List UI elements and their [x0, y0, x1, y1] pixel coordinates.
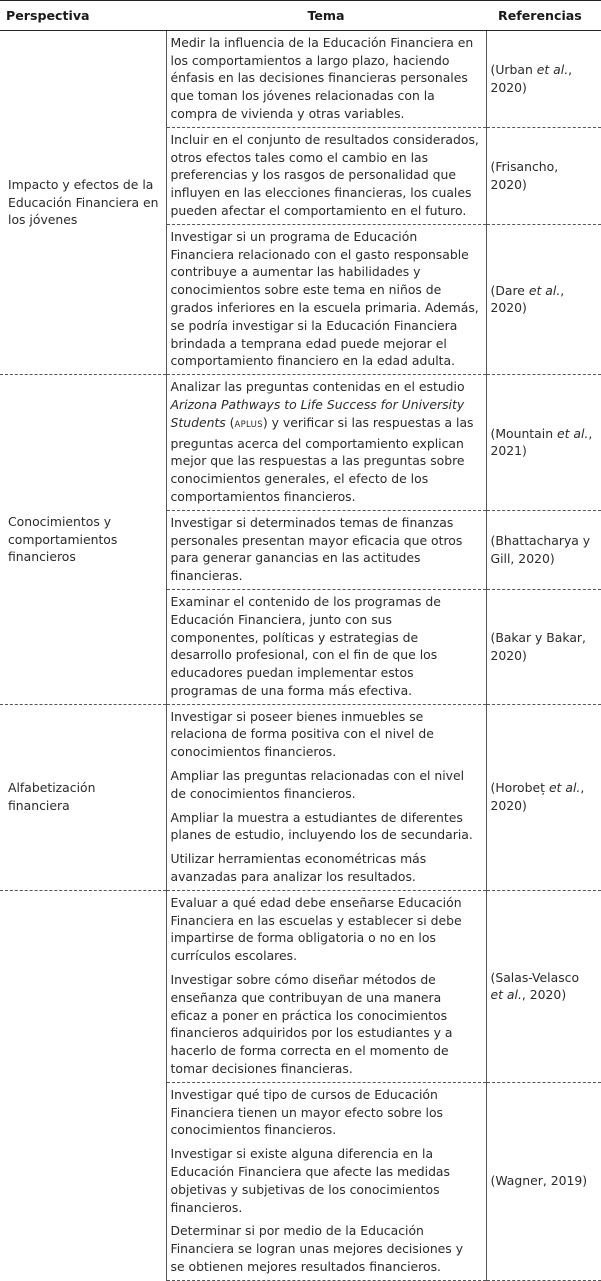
tema-text-mid: (	[225, 414, 235, 430]
referencia-cell	[486, 1082, 601, 1280]
referencia-cell	[486, 375, 601, 511]
tema-cell	[166, 589, 486, 704]
tema-paragraph: Investigar si determinados temas de finanzas personales presentan mayor eficacia que otros para generar ganancias en las actitudes financieras.	[170, 514, 463, 584]
tema-paragraph	[171, 378, 480, 506]
referencia-cell	[486, 704, 601, 890]
tema-paragraph: Medir la influencia de la Educación Financiera en los comportamientos a largo plazo, haciendo énfasis en las decisiones financieras personales que toman los jóvenes relacionadas con la compra de vivienda y otras variables.	[170, 34, 474, 121]
header-row	[0, 1, 601, 31]
tema-paragraph: Determinar si por medio de la Educación Financiera se logran unas mejores decisiones y se obtienen mejores resultados financieros.	[170, 1223, 464, 1274]
tema-paragraph: Investigar si poseer bienes inmuebles se relaciona de forma positiva con el nivel de conocimientos financieros.	[170, 708, 434, 760]
table-body	[0, 30, 601, 1280]
tema-text-small: APLUS	[234, 419, 263, 430]
ref-etal: et al.	[557, 425, 589, 441]
table-row	[0, 890, 601, 1082]
ref-author: (Bakar y Bakar, 2020)	[490, 630, 586, 663]
tema-text-pre: Analizar las preguntas contenidas en el estudio	[170, 379, 465, 395]
tema-cell	[166, 375, 486, 511]
ref-author: (Frisancho, 2020)	[490, 158, 559, 192]
referencia-cell	[486, 30, 601, 127]
tema-paragraph: Investigar sobre cómo diseñar métodos de enseñanza que contribuyan de una manera eficaz a poner en práctica los conocimientos financieros adquiridos por los estudiantes y a hacerlo de forma correcta en el momento de tomar decisiones financieras.	[170, 972, 453, 1077]
referencia-cell	[486, 890, 601, 1082]
ref-year: , 2020)	[521, 987, 567, 1003]
ref-year: , 2020)	[490, 282, 565, 316]
tema-paragraph: Incluir en el conjunto de resultados considerados, otros efectos tales como el cambio en las preferencias y los rasgos de personalidad que influyen en las elecciones financieras, los cuales pueden afectar el comportamiento en el futuro.	[170, 131, 479, 218]
header-referencias: Referencias	[486, 1, 601, 31]
ref-year: , 2020)	[490, 61, 573, 95]
ref-etal: et al.	[528, 282, 561, 298]
perspectiva-cell	[0, 890, 166, 1280]
referencia-cell	[486, 224, 601, 374]
header-perspectiva: Perspectiva	[0, 1, 166, 31]
perspectiva-cell: Impacto y efectos de la Educación Financiera en los jóvenes	[0, 30, 166, 374]
tema-cell	[166, 1082, 486, 1280]
ref-author: (Mountain	[490, 425, 554, 441]
table-row	[0, 30, 601, 127]
tema-cell	[166, 510, 486, 589]
referencia-cell	[486, 510, 601, 589]
tema-cell	[166, 704, 486, 890]
tema-paragraph: Utilizar herramientas econométricas más avanzadas para analizar los resultados.	[170, 851, 427, 885]
ref-etal: et al.	[548, 780, 581, 796]
tema-paragraph: Investigar qué tipo de cursos de Educación Financiera tienen un mayor efecto sobre los conocimientos financieros.	[170, 1086, 443, 1138]
ref-author: (Salas-Velasco	[490, 969, 580, 985]
tema-paragraph: Investigar si existe alguna diferencia en la Educación Financiera que afecte las medidas objetivas y subjetivas de los conocimientos financieros.	[170, 1146, 450, 1215]
tema-paragraph: Examinar el contenido de los programas de Educación Financiera, junto con sus componentes, políticas y estrategias de desarrollo profesional, con el fin de que los educadores puedan implementar estos programas de una forma más efectiva.	[170, 593, 441, 698]
ref-year: , 2021)	[490, 425, 593, 459]
tema-text-italic: Arizona Pathways to Life Success for University Students	[170, 396, 465, 430]
ref-author: (Dare	[490, 282, 525, 298]
tema-cell	[166, 30, 486, 127]
perspectiva-cell: Conocimientos y comportamientos financieros	[0, 375, 166, 705]
tema-paragraph: Ampliar la muestra a estudiantes de diferentes planes de estudio, incluyendo los de secundaria.	[170, 809, 473, 843]
header-tema: Tema	[166, 1, 486, 31]
tema-cell	[166, 224, 486, 374]
tema-cell	[166, 890, 486, 1082]
ref-etal: et al.	[490, 987, 522, 1003]
ref-author: (Bhattacharya y Gill, 2020)	[490, 533, 591, 566]
tema-cell	[166, 127, 486, 224]
tema-paragraph: Investigar si un programa de Educación Financiera relacionado con el gasto responsable contribuye a aumentar las habilidades y conocimientos sobre este tema en niños de grados inferiores en la escuela primaria. Además, se podría investigar si la Educación Financiera brindada a temprana edad puede mejorar el comportamiento financiero en la edad adulta.	[170, 228, 479, 369]
table-row	[0, 704, 601, 890]
ref-author: (Horobeț	[490, 780, 545, 796]
tema-paragraph: Evaluar a qué edad debe enseñarse Educación Financiera en las escuelas y establecer si debe impartirse de forma obligatoria o no en los currículos escolares.	[170, 894, 462, 964]
ref-etal: et al.	[536, 61, 569, 77]
ref-author: (Urban	[490, 61, 533, 77]
referencia-cell	[486, 127, 601, 224]
ref-author: (Wagner, 2019)	[490, 1173, 588, 1189]
referencia-cell	[486, 589, 601, 704]
tema-paragraph: Ampliar las preguntas relacionadas con el nivel de conocimientos financieros.	[170, 768, 465, 801]
table-row	[0, 375, 601, 511]
perspectiva-cell: Alfabetización financiera	[0, 704, 166, 890]
ref-year: , 2020)	[490, 780, 585, 814]
tema-text-post: ) y verificar si las respuestas a las preguntas acerca del comportamiento explican mejor que las respuestas a las preguntas sobre conocimientos generales, el efecto de los comportamientos financieros.	[170, 414, 474, 504]
